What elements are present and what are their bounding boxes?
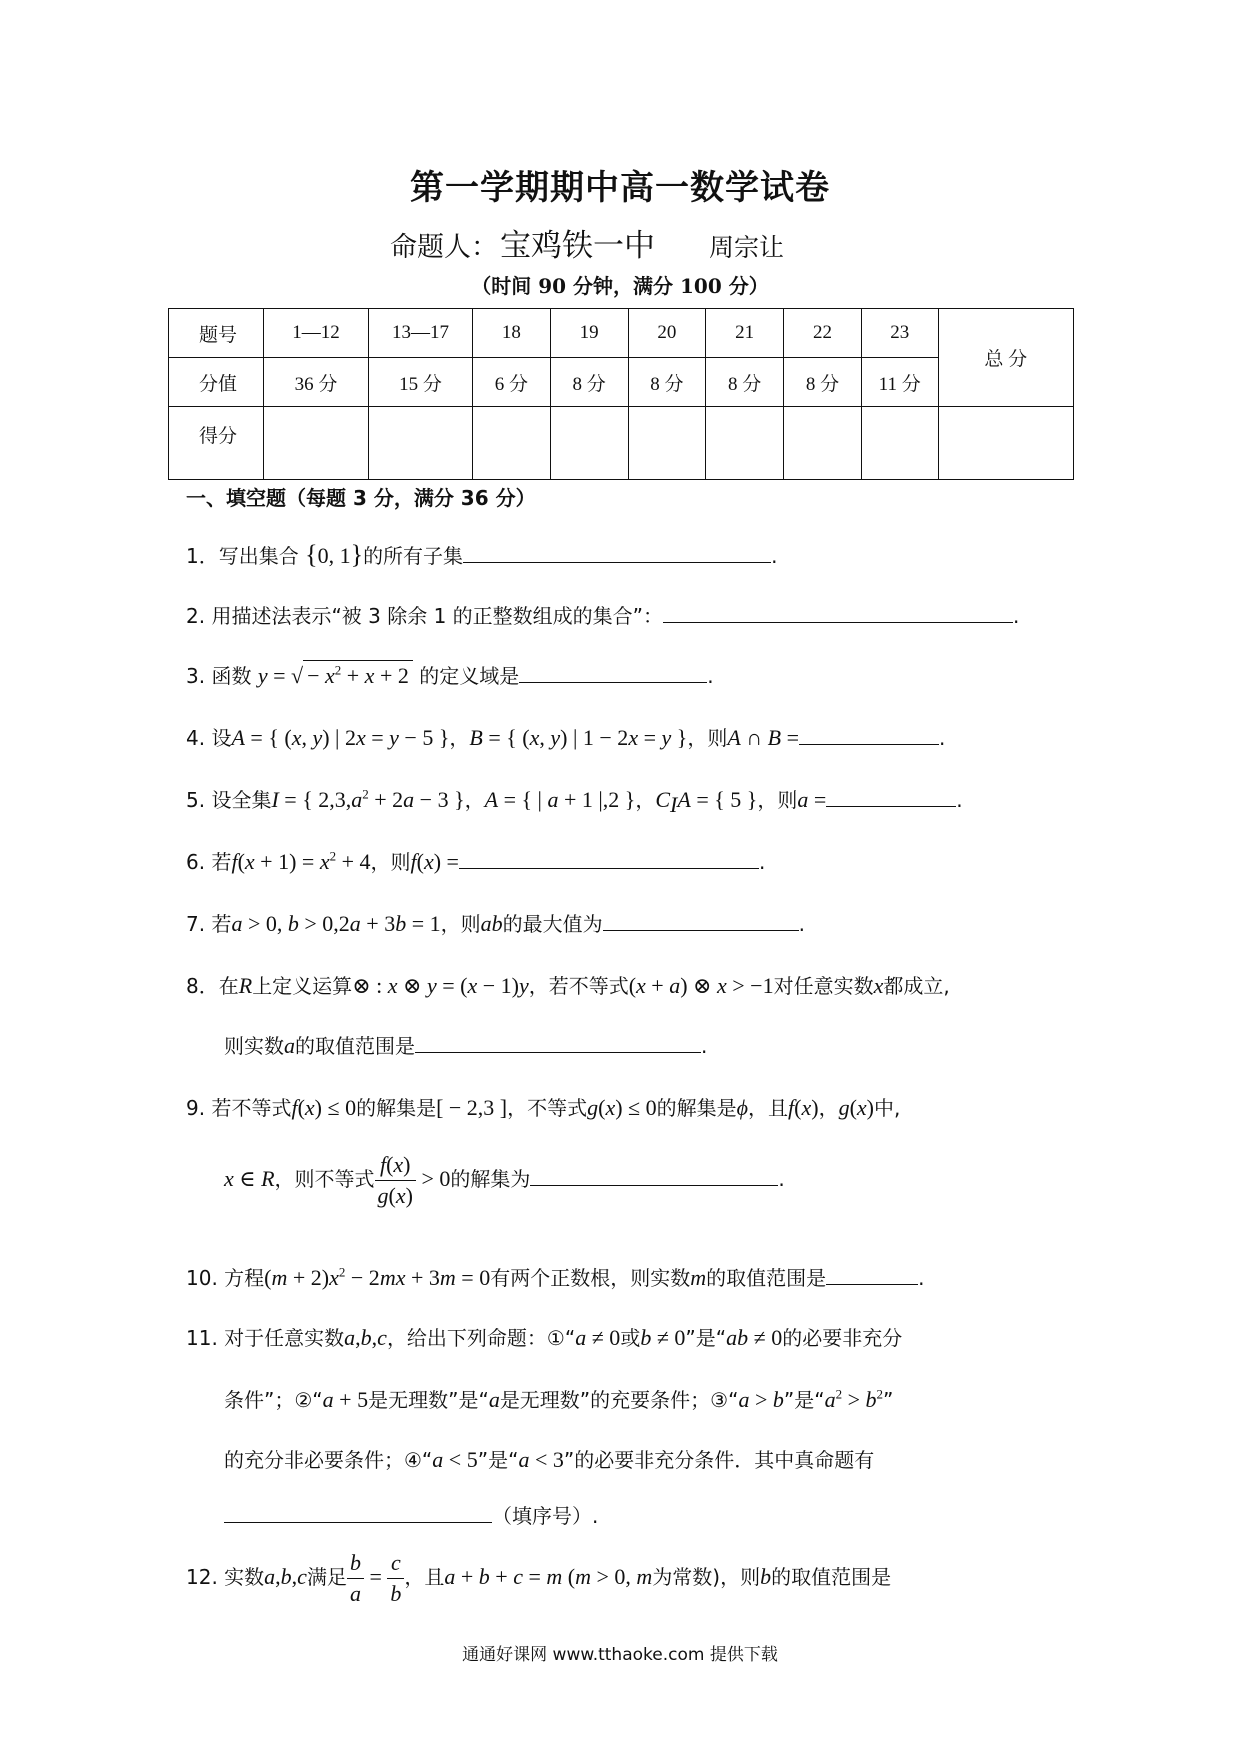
question-8-line2: 则实数a的取值范围是 .: [224, 1033, 708, 1058]
score-table: [168, 308, 1074, 480]
question-3: 3. 函数 y = √ − $x^2 + x + 2$ 的定义域是 .: [186, 660, 714, 689]
question-9-line2: x ∈ R，则不等式 $\frac{f(x)}{g(x)}$ > 0的解集为 .: [224, 1150, 785, 1211]
fraction: $\frac{c}{b}$: [387, 1548, 404, 1609]
table-cell: 23: [861, 309, 938, 358]
score-cell[interactable]: [861, 407, 938, 480]
answer-blank[interactable]: [826, 1268, 918, 1285]
answer-blank[interactable]: [826, 790, 956, 807]
time-info: （时间 90 分钟，满分 100 分）: [471, 274, 769, 298]
score-cell[interactable]: [706, 407, 784, 480]
answer-blank[interactable]: [415, 1036, 701, 1053]
total-score-cell[interactable]: [938, 407, 1073, 480]
question-text: 1．写出集合: [186, 544, 299, 568]
question-text: 8．在: [186, 974, 239, 998]
table-cell: 8 分: [706, 358, 784, 407]
table-cell: 13—17: [368, 309, 472, 358]
table-cell: 19: [550, 309, 628, 358]
table-cell: 22: [784, 309, 862, 358]
score-cell[interactable]: [368, 407, 472, 480]
question-text: 2. 用描述法表示“被 3 除余 1 的正整数组成的集合”：: [186, 604, 664, 628]
question-2: 2. 用描述法表示“被 3 除余 1 的正整数组成的集合”： .: [186, 604, 1020, 628]
question-text: 10. 方程: [186, 1266, 265, 1290]
table-cell: 15 分: [368, 358, 472, 407]
question-text: 11. 对于任意实数: [186, 1326, 345, 1350]
question-6: 6. 若$f(x + 1) = x^2 + 4$，则f(x) = .: [186, 848, 766, 874]
answer-blank[interactable]: [663, 606, 1013, 623]
question-text: 9. 若不等式: [186, 1096, 292, 1120]
footer: 通通好课网 www.tthaoke.com 提供下载: [462, 1645, 778, 1665]
table-cell: 21: [706, 309, 784, 358]
table-cell: 11 分: [861, 358, 938, 407]
answer-blank[interactable]: [799, 728, 939, 745]
question-text: 5. 设全集: [186, 788, 272, 812]
score-cell[interactable]: [550, 407, 628, 480]
question-text: 的所有子集: [363, 544, 464, 568]
question-11-line2: 条件”；②“a + 5是无理数”是“a是无理数”的充要条件；③“a > b”是“$a^2 > b^2$”: [224, 1386, 894, 1412]
row-label: 分值: [169, 358, 264, 407]
score-cell[interactable]: [263, 407, 368, 480]
answer-blank[interactable]: [603, 914, 799, 931]
table-row-points: [169, 358, 1074, 407]
row-label: 题号: [169, 309, 264, 358]
question-7: 7. 若a > 0, b > 0,2a + 3b = 1，则ab的最大值为 .: [186, 911, 805, 936]
total-label: 总 分: [938, 309, 1073, 407]
question-12: 12. 实数a,b,c满足 $\frac{b}{a}$ = $\frac{c}{b}$ ，且a + b + c = m (m > 0, m为常数)，则b的取值范围是: [186, 1548, 891, 1609]
table-cell: 36 分: [263, 358, 368, 407]
answer-blank[interactable]: [463, 546, 771, 563]
score-cell[interactable]: [473, 407, 551, 480]
question-11-line4: （填序号）.: [224, 1500, 598, 1529]
fraction: $\frac{f(x)}{g(x)}$: [375, 1150, 416, 1211]
question-5: 5. 设全集I = { $2,3,a^2 + 2a - 3$ }，A = { | a + 1 |,2 }，$C_IA$ = { 5 }，则a = .: [186, 786, 963, 818]
question-text: 6. 若: [186, 850, 232, 874]
question-4: 4. 设A = { (x, y) | 2x = y − 5 }，B = { (x, y) | 1 − 2x = y }，则A ∩ B = .: [186, 725, 946, 750]
question-10: 10. 方程$(m + 2)x^2 - 2mx + 3m = 0$有两个正数根，则实数m的取值范围是 .: [186, 1264, 925, 1290]
question-11-line3: 的充分非必要条件；④“a < 5”是“a < 3”的必要非充分条件．其中真命题有: [224, 1447, 875, 1472]
question-text: 的定义域是: [419, 664, 520, 688]
answer-blank[interactable]: [530, 1169, 778, 1186]
table-cell: 20: [628, 309, 706, 358]
table-cell: 6 分: [473, 358, 551, 407]
answer-blank[interactable]: [459, 852, 759, 869]
table-cell: 18: [473, 309, 551, 358]
table-cell: 1—12: [263, 309, 368, 358]
score-cell[interactable]: [784, 407, 862, 480]
author-label: 命题人：: [390, 232, 498, 263]
answer-blank[interactable]: [519, 666, 707, 683]
question-9: 9. 若不等式f(x) ≤ 0的解集是[ − 2,3 ]，不等式g(x) ≤ 0的解集是ϕ，且f(x)，g(x)中,: [186, 1095, 901, 1120]
question-text: 4. 设: [186, 726, 232, 750]
question-1: 1．写出集合 {0, 1}的所有子集 .: [186, 540, 778, 569]
question-text: 12. 实数: [186, 1565, 265, 1589]
author-name: 周宗让: [709, 233, 785, 262]
author-line: [390, 220, 784, 265]
row-label: 得分: [169, 407, 264, 480]
answer-blank[interactable]: [224, 1506, 492, 1523]
table-row-scores: [169, 407, 1074, 480]
author-school: 宝鸡铁一中: [500, 228, 655, 264]
score-cell[interactable]: [628, 407, 706, 480]
table-row-question-numbers: [169, 309, 1074, 358]
section-heading: 一、填空题（每题 3 分，满分 36 分）: [186, 486, 536, 510]
page-title: 第一学期期中高一数学试卷: [410, 168, 830, 208]
question-8: 8．在R上定义运算⊗ : x ⊗ y = (x − 1)y，若不等式(x + a) ⊗ x > −1对任意实数x都成立,: [186, 973, 950, 998]
table-cell: 8 分: [550, 358, 628, 407]
question-text: 7. 若: [186, 912, 232, 936]
table-cell: 8 分: [784, 358, 862, 407]
question-11: 11. 对于任意实数a,b,c，给出下列命题：①“a ≠ 0或b ≠ 0”是“ab ≠ 0的必要非充分: [186, 1325, 903, 1350]
question-text: 3. 函数: [186, 664, 252, 688]
fraction: $\frac{b}{a}$: [347, 1548, 364, 1609]
table-cell: 8 分: [628, 358, 706, 407]
